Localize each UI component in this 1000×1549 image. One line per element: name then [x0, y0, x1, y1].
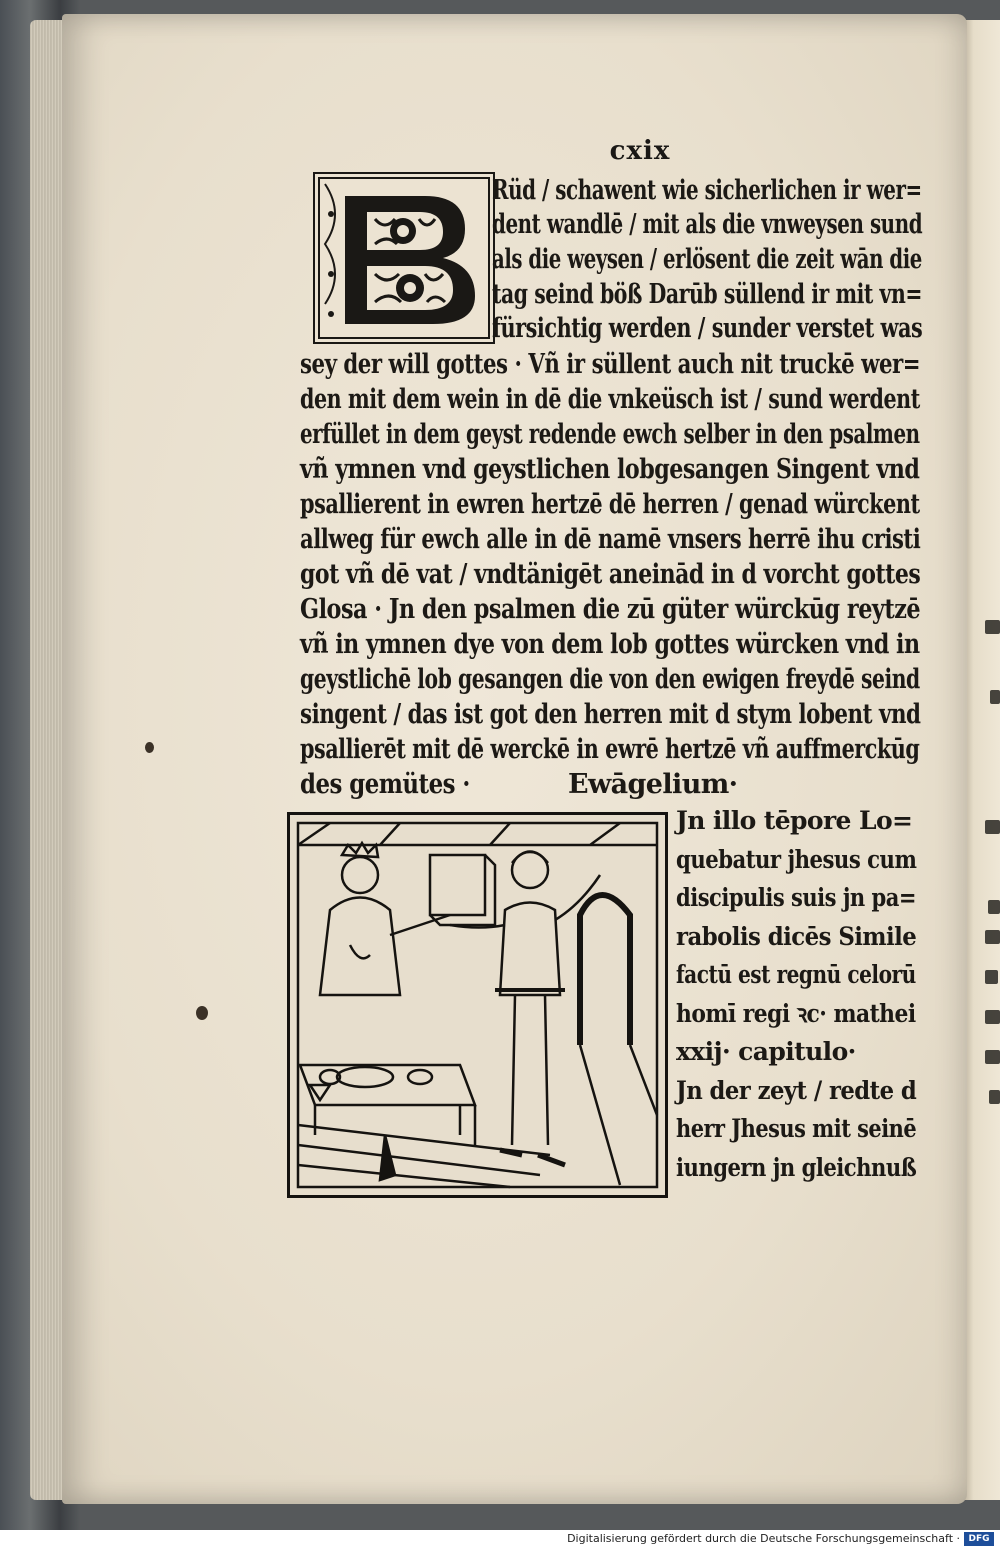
text-line: vñ ymnen vnd geystlichen lobgesangen Singent vnd — [300, 454, 920, 485]
text-line: allweg für ewch alle in dē namē vnsers herrē ihu cristi — [300, 524, 921, 555]
text-line: Rüd / schawent wie sicherlichen ir wer= — [492, 175, 922, 206]
side-text-line: Jn illo tēpore Lo= — [676, 806, 913, 835]
text-line: psallierēt mit dē werckē in ewrē hertzē vñ auffmerckūg — [300, 734, 920, 765]
text-line: des gemütes · — [300, 769, 470, 800]
side-text-line: discipulis suis jn pa= — [676, 883, 917, 912]
footer-bar — [0, 1530, 1000, 1549]
next-page-glyph — [985, 820, 1000, 834]
text-line: tag seind böß Darūb süllend ir mit vn= — [492, 279, 923, 310]
footer-credit: Digitalisierung gefördert durch die Deutsche Forschungsgemeinschaft · — [567, 1532, 960, 1545]
side-text-line: iungern jn gleichnuß — [676, 1152, 917, 1182]
dfg-logo: DFG — [964, 1532, 994, 1546]
text-line: got vñ dē vat / vndtänigēt aneinād in d vorcht gottes — [300, 559, 921, 590]
text-line: erfüllet in dem geyst redende ewch selber in den psalmen — [300, 419, 920, 450]
woodcut-illustration — [287, 812, 668, 1198]
ink-spot — [196, 1006, 208, 1020]
next-page-glyph — [988, 900, 1000, 914]
side-text-line: Jn der zeyt / redte d — [676, 1075, 917, 1105]
next-page-glyph — [985, 930, 1000, 944]
evangelium-heading: Ewāgelium· — [568, 769, 738, 800]
text-line: fürsichtig werden / sunder verstet was — [492, 313, 923, 344]
next-page-edge — [962, 20, 1000, 1500]
woodcut-scene-icon — [290, 815, 665, 1195]
text-line: den mit dem wein in dē die vnkeüsch ist / sund werdent — [300, 384, 920, 415]
text-line: Glosa · Jn den psalmen die zū güter würckūg reytzē — [300, 594, 921, 625]
next-page-glyph — [985, 620, 1000, 634]
text-line: als die weysen / erlösent die zeit wān die — [492, 244, 922, 275]
text-line: dent wandlē / mit als die vnweysen sund — [492, 209, 923, 240]
ink-spot — [145, 742, 154, 753]
text-line: psallierent in ewren hertzē dē herren / genad würckent — [300, 489, 920, 520]
next-page-glyph — [989, 1090, 1000, 1104]
side-text-line: xxij· capitulo· — [676, 1037, 856, 1066]
side-text-line: homī regi ꝛc· mathei — [676, 998, 916, 1028]
text-line: sey der will gottes · Vñ ir süllent auch nit truckē wer= — [300, 349, 921, 380]
side-text-line: factū est regnū celorū — [676, 960, 916, 989]
text-line: geystlichē lob gesangen die von den ewigen freydē seind — [300, 664, 920, 695]
next-page-glyph — [990, 690, 1000, 704]
folio-number: cxix — [609, 136, 671, 166]
decorated-initial-b — [313, 172, 495, 344]
initial-b-icon — [315, 174, 493, 342]
text-line: singent / das ist got den herren mit d stym lobent vnd — [300, 699, 921, 730]
next-page-glyph — [985, 1050, 1000, 1064]
next-page-glyph — [985, 1010, 1000, 1024]
text-line: vñ in ymnen dye von dem lob gottes würcken vnd in — [300, 629, 920, 660]
next-page-glyph — [985, 970, 998, 984]
side-text-line: herr Jhesus mit seinē — [676, 1114, 917, 1143]
side-text-line: rabolis dicēs Simile — [676, 921, 917, 951]
side-text-line: quebatur jhesus cum — [676, 844, 917, 874]
